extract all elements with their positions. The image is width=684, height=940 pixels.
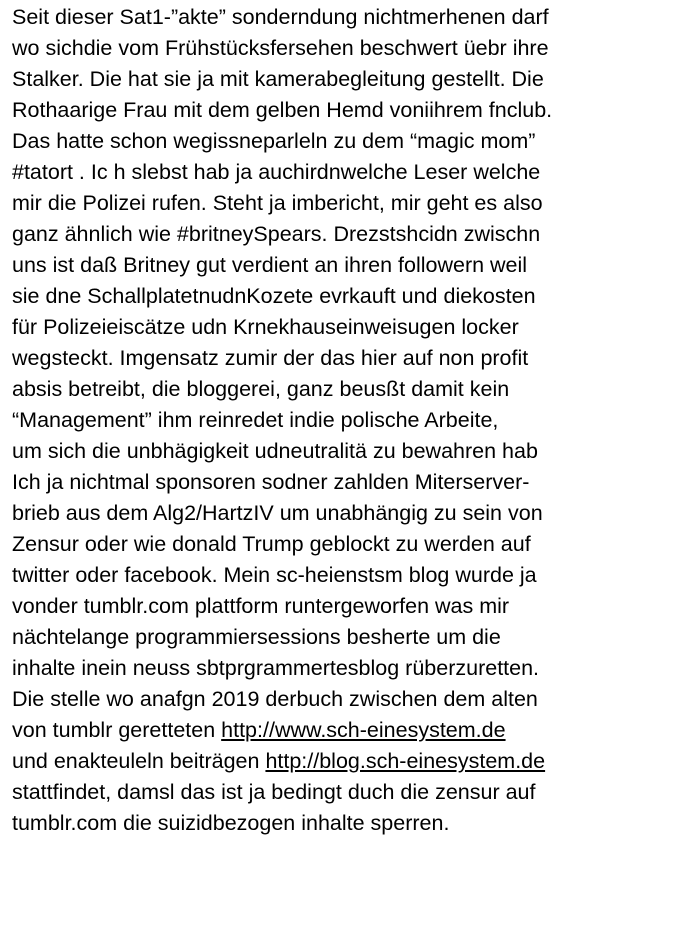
blog-sch-einesystem-link[interactable]: http://blog.sch-einesystem.de [265, 749, 546, 773]
text-line: tumblr.com die suizidbezogen inhalte sperren. [12, 811, 450, 835]
text-line: sie dne SchallplatetnudnKozete evrkauft und diekosten [12, 284, 536, 308]
text-line: Rothaarige Frau mit dem gelben Hemd voniihrem fnclub. [12, 98, 553, 122]
text-line: um sich die unbhägigkeit udneutralitä zu bewahren hab [12, 439, 538, 463]
text-line-prefix: von tumblr geretteten [12, 718, 222, 742]
text-line: Zensur oder wie donald Trump geblockt zu werden auf [12, 532, 531, 556]
text-line: “Management” ihm reinredet indie polische Arbeite, [12, 408, 499, 432]
text-line: twitter oder facebook. Mein sc-heienstsm blog wurde ja [12, 563, 537, 587]
text-line: Ich ja nichtmal sponsoren sodner zahlden Miterserver- [12, 470, 530, 494]
text-line-prefix: und enakteuleln beiträgen [12, 749, 266, 773]
text-line: wegsteckt. Imgensatz zumir der das hier auf non profit [12, 346, 529, 370]
text-line: für Polizeieiscätze udn Krnekhauseinweisugen locker [12, 315, 519, 339]
text-line: nächtelange programmiersessions besherte um die [12, 625, 501, 649]
text-line: Seit dieser Sat1-”akte” sonderndung nichtmerhenen darf [12, 5, 549, 29]
text-line: stattfindet, damsl das ist ja bedingt duch die zensur auf [12, 780, 536, 804]
text-line-with-link [12, 746, 680, 777]
text-line: uns ist daß Britney gut verdient an ihren followern weil [12, 253, 528, 277]
text-line: absis betreibt, die bloggerei, ganz beusßt damit kein [12, 377, 510, 401]
document-body [12, 2, 680, 839]
text-line: vonder tumblr.com plattform runtergeworfen was mir [12, 594, 510, 618]
text-line: inhalte inein neuss sbtprgrammertesblog rüberzuretten. [12, 656, 540, 680]
text-line: Die stelle wo anafgn 2019 derbuch zwischen dem alten [12, 687, 538, 711]
text-line: wo sichdie vom Frühstücksfersehen beschwert üebr ihre [12, 36, 549, 60]
text-line: ganz ähnlich wie #britneySpears. Drezstshcidn zwischn [12, 222, 541, 246]
text-line: mir die Polizei rufen. Steht ja imbericht, mir geht es also [12, 191, 543, 215]
text-line: Das hatte schon wegissneparleln zu dem “magic mom” [12, 129, 536, 153]
text-line: brieb aus dem Alg2/HartzIV um unabhängig zu sein von [12, 501, 543, 525]
text-line: Stalker. Die hat sie ja mit kamerabegleitung gestellt. Die [12, 67, 544, 91]
text-line: #tatort . Ic h slebst hab ja auchirdnwelche Leser welche [12, 160, 541, 184]
sch-einesystem-link[interactable]: http://www.sch-einesystem.de [221, 718, 506, 742]
text-line-with-link [12, 715, 680, 746]
